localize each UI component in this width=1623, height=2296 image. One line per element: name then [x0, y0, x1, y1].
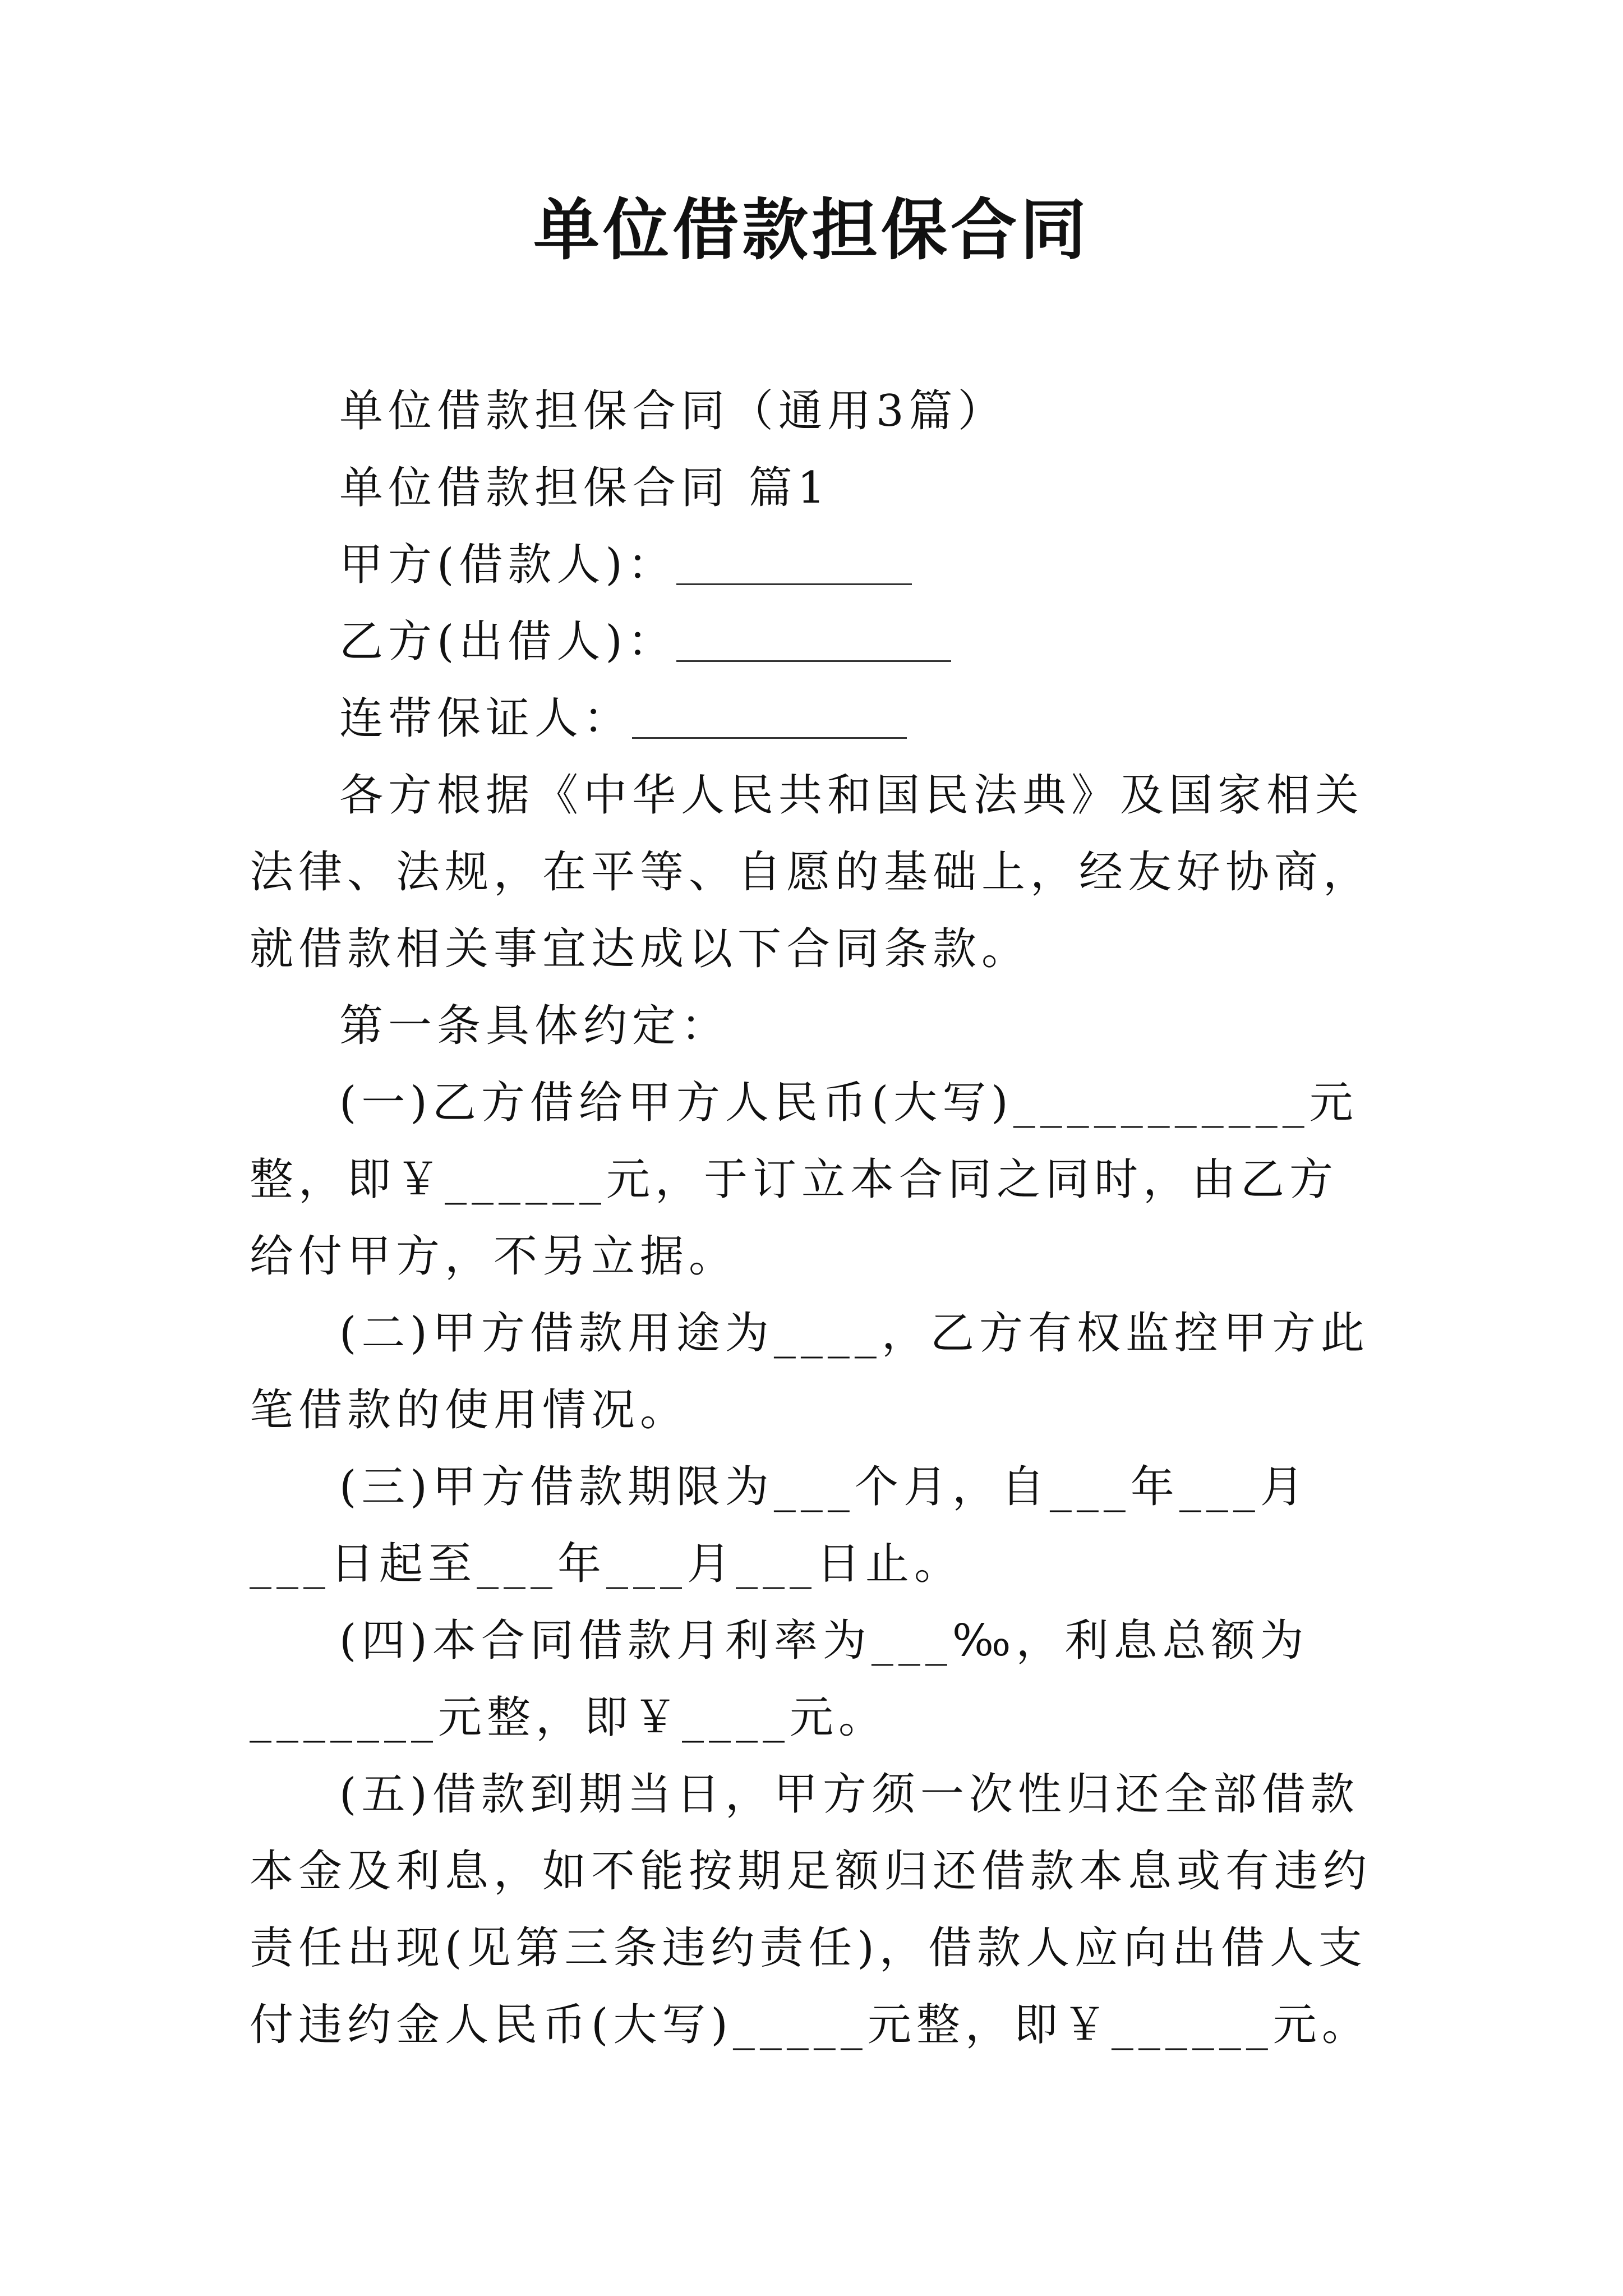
party-a-label: 甲方(借款人)： [339, 540, 676, 590]
party-b-blank[interactable] [676, 616, 951, 662]
clause-1-paragraph: (一)乙方借给甲方人民币(大写)___________元整，即￥______元，于订立本合同之同时，由乙方给付甲方，不另立据。 [250, 1078, 1358, 1282]
article-1-heading: 第一条具体约定： [339, 1001, 730, 1051]
party-b-line [250, 604, 1382, 680]
party-b-label: 乙方(出借人)： [339, 616, 676, 667]
clause-4-paragraph: (四)本合同借款月利率为___‰，利息总额为_______元整，即￥____元。 [250, 1616, 1309, 1743]
guarantor-blank[interactable] [632, 693, 907, 739]
preamble-paragraph: 各方根据《中华人民共和国民法典》及国家相关法律、法规，在平等、自愿的基础上，经友好协商，就借款相关事宜达成以下合同条款。 [250, 770, 1372, 974]
subtitle-line: 单位借款担保合同（通用3篇） [339, 386, 1007, 436]
section-heading: 单位借款担保合同 篇1 [339, 463, 831, 513]
document-title: 单位借款担保合同 [533, 191, 1090, 269]
document-body [250, 373, 1382, 2064]
guarantor-label: 连带保证人： [339, 693, 633, 744]
clause-3-paragraph: (三)甲方借款期限为___个月，自___年___月___日起至___年___月___日止。 [250, 1462, 1309, 1589]
clause-2-paragraph: (二)甲方借款用途为____，乙方有权监控甲方此笔借款的使用情况。 [250, 1308, 1370, 1435]
clause-5-paragraph: (五)借款到期当日，甲方须一次性归还全部借款本金及利息，如不能按期足额归还借款本息或有违约责任出现(见第三条违约责任)，借款人应向出借人支付违约金人民币(大写)_____元整，即￥______元。 [250, 1769, 1372, 2050]
guarantor-line [250, 680, 1382, 757]
party-a-blank[interactable] [676, 540, 912, 585]
party-a-line [250, 527, 1382, 604]
